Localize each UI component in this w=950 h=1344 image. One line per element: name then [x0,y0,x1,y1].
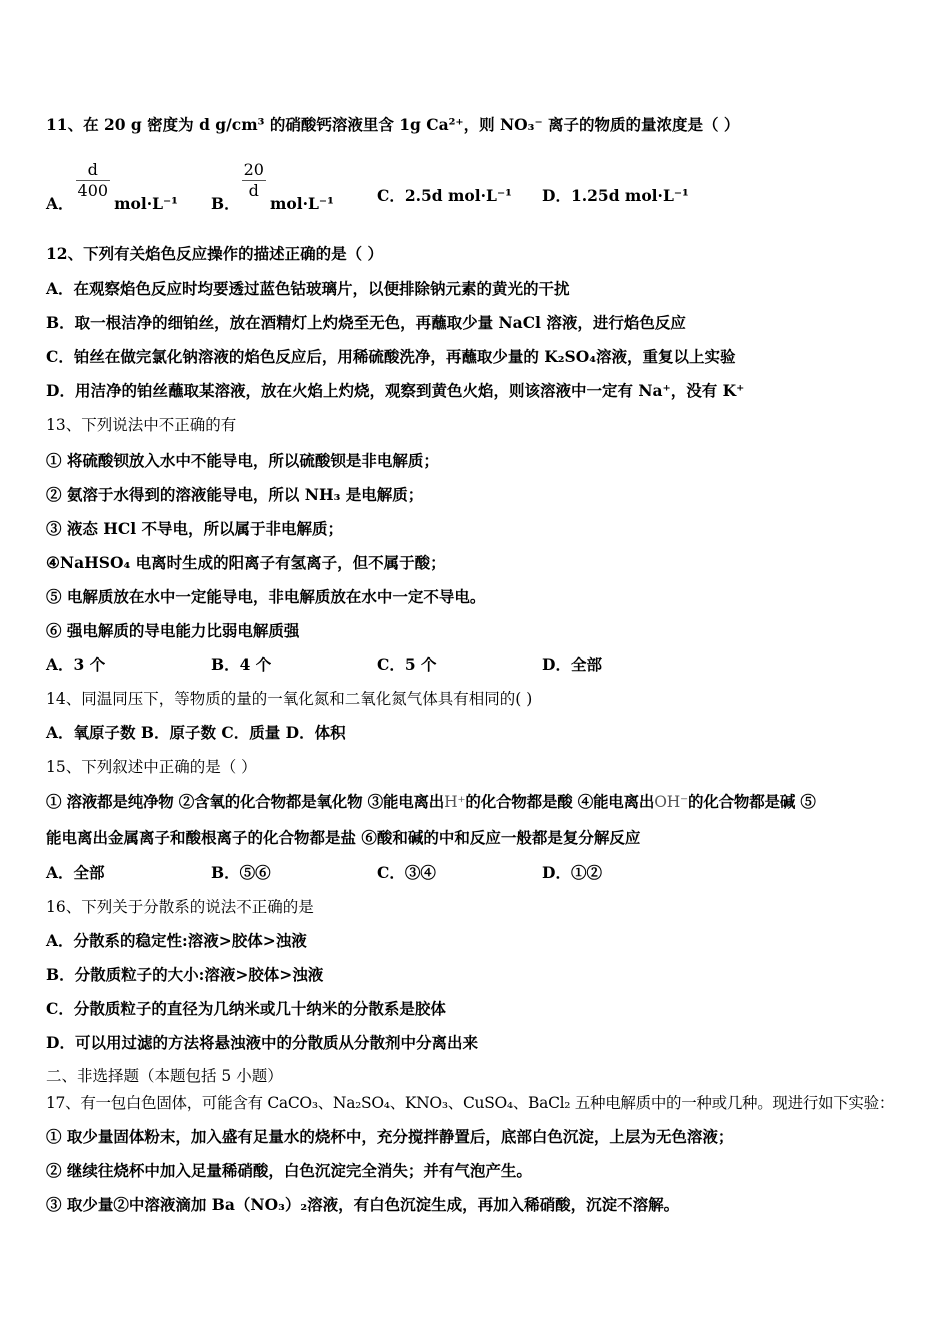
q16-option-d: D．可以用过滤的方法将悬浊液中的分散质从分散剂中分离出来 [46,1033,478,1052]
q13-statement-6: ⑥ 强电解质的导电能力比弱电解质强 [46,621,300,640]
q11-option-a-fraction: $\frac{d}{400}$ [77,160,109,200]
q16-option-a: A．分散系的稳定性:溶液>胶体>浊液 [46,931,307,950]
q13-statement-2: ② 氨溶于水得到的溶液能导电，所以 NH₃ 是电解质； [46,485,424,504]
q17-stem: 17、有一包白色固体，可能含有 CaCO₃、Na₂SO₄、KNO₃、CuSO₄、BaCl₂ 五种电解质中的一种或几种。现进行如下实验： [46,1094,895,1112]
q11-option-b-fraction: $\frac{20}{d}$ [243,160,264,200]
q11-option-a: A． $\frac{d}{400}$ mol·L⁻¹ [46,160,178,213]
q13-statement-5: ⑤ 电解质放在水中一定能导电，非电解质放在水中一定不导电。 [46,587,486,606]
q12-option-a: A．在观察焰色反应时均要透过蓝色钴玻璃片，以便排除钠元素的黄光的干扰 [46,279,570,298]
q11-option-b: B． $\frac{20}{d}$ mol·L⁻¹ [211,160,334,213]
q17-step-2: ② 继续往烧杯中加入足量稀硝酸，白色沉淀完全消失；并有气泡产生。 [46,1161,532,1180]
q12-stem: 12、下列有关焰色反应操作的描述正确的是（ ） [46,244,383,263]
q14-stem: 14、同温同压下，等物质的量的一氧化氮和二氧化氮气体具有相同的( ) [46,690,533,708]
section-heading: 二、非选择题（本题包括 5 小题） [46,1067,283,1085]
hydrogen-ion: H⁺ [444,793,466,811]
q15-option-d: D．①② [542,863,602,882]
q17-step-3: ③ 取少量②中溶液滴加 Ba（NO₃）₂溶液，有白色沉淀生成，再加入稀硝酸，沉淀不溶解。 [46,1195,680,1214]
q11-option-c: C．2.5d mol·L⁻¹ [377,186,512,205]
q11-stem: 11、在 20 g 密度为 d g/cm³ 的硝酸钙溶液里含 1g Ca²⁺，则 NO₃⁻ 离子的物质的量浓度是（ ） [46,115,740,134]
q15-option-b: B．⑤⑥ [211,863,271,882]
q13-option-c: C．5 个 [377,655,437,674]
q15-option-a: A．全部 [46,863,105,882]
q13-statement-3: ③ 液态 HCl 不导电，所以属于非电解质； [46,519,344,538]
q16-option-b: B．分散质粒子的大小:溶液>胶体>浊液 [46,965,324,984]
q13-option-d: D．全部 [542,655,602,674]
q12-option-c: C．铂丝在做完氯化钠溶液的焰色反应后，用稀硫酸洗净，再蘸取少量的 K₂SO₄溶液，重复以上实验 [46,347,736,366]
q11-option-d: D．1.25d mol·L⁻¹ [542,186,689,205]
q15-statements-line-1: ① 溶液都是纯净物 ②含氧的化合物都是氧化物 ③能电离出H⁺的化合物都是酸 ④能电离出OH⁻的化合物都是碱 ⑤ [46,792,816,811]
q12-option-b: B．取一根洁净的细铂丝，放在酒精灯上灼烧至无色，再蘸取少量 NaCl 溶液，进行焰色反应 [46,313,686,332]
q13-statement-1: ① 将硫酸钡放入水中不能导电，所以硫酸钡是非电解质； [46,451,439,470]
hydroxide-ion: OH⁻ [654,793,689,811]
q15-statements-line-2: 能电离出金属离子和酸根离子的化合物都是盐 ⑥酸和碱的中和反应一般都是复分解反应 [46,828,641,847]
q13-option-b: B．4 个 [211,655,272,674]
q16-stem: 16、下列关于分散系的说法不正确的是 [46,898,314,916]
q16-option-c: C．分散质粒子的直径为几纳米或几十纳米的分散系是胶体 [46,999,446,1018]
q13-stem: 13、下列说法中不正确的有 [46,416,237,434]
q11-options [46,160,920,213]
q12-option-d: D．用洁净的铂丝蘸取某溶液，放在火焰上灼烧，观察到黄色火焰，则该溶液中一定有 Na⁺，没有 K⁺ [46,381,745,400]
q15-option-c: C．③④ [377,863,436,882]
q17-step-1: ① 取少量固体粉末，加入盛有足量水的烧杯中，充分搅拌静置后，底部白色沉淀，上层为无色溶液； [46,1127,734,1146]
q14-options: A．氧原子数 B．原子数 C．质量 D．体积 [46,723,346,742]
q13-option-a: A．3 个 [46,655,106,674]
q15-stem: 15、下列叙述中正确的是（ ） [46,758,257,776]
q13-statement-4: ④NaHSO₄ 电离时生成的阳离子有氢离子，但不属于酸； [46,553,446,572]
